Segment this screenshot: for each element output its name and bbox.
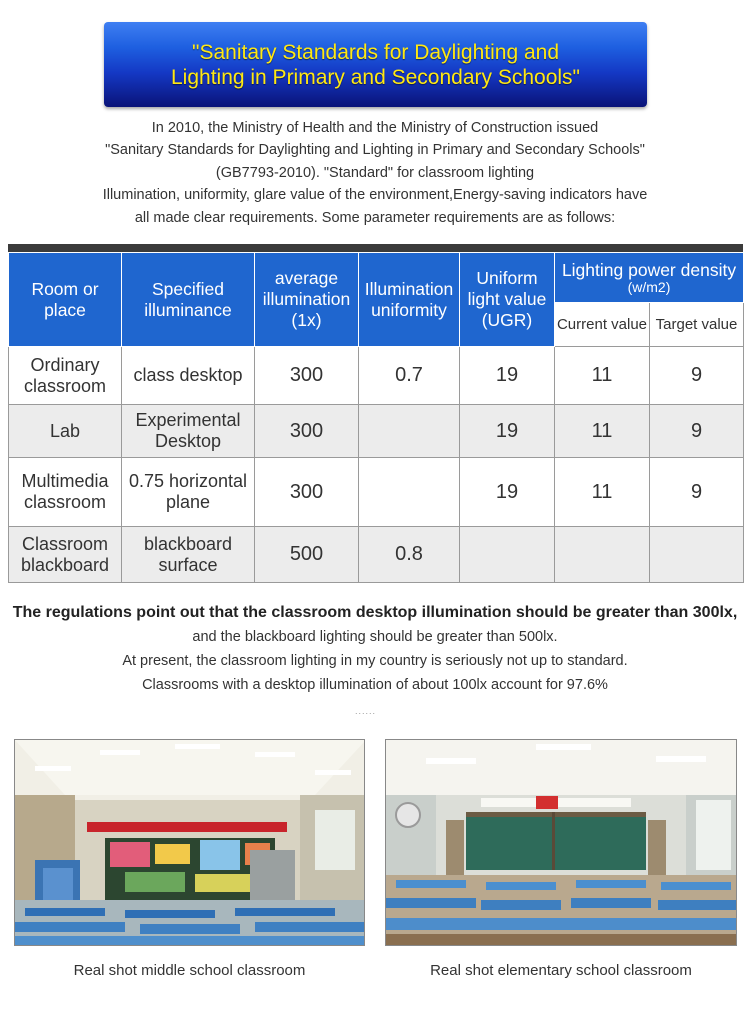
- cell-target: 9: [650, 347, 744, 405]
- intro-line: Illumination, uniformity, glare value of the environment,Energy-saving indicators have: [102, 187, 648, 204]
- cell-specified: class desktop: [122, 347, 255, 405]
- cell-target: 9: [650, 458, 744, 527]
- cell-room: Classroom blackboard: [9, 527, 122, 583]
- elementary-school-classroom-photo: [385, 739, 737, 946]
- cell-uniformity: 0.7: [359, 347, 460, 405]
- notes-lead: The regulations point out that the classroom desktop illumination should be greater than 300lx,: [12, 604, 738, 621]
- cell-room: Ordinary classroom: [9, 347, 122, 405]
- intro-line: (GB7793-2010). "Standard" for classroom lighting: [215, 164, 535, 181]
- cell-specified: Experimental Desktop: [122, 405, 255, 458]
- cell-uniformity: [359, 458, 460, 527]
- cell-specified: 0.75 horizontal plane: [122, 458, 255, 527]
- intro-line: "Sanitary Standards for Daylighting and Lighting in Primary and Secondary Schools": [105, 142, 645, 159]
- cell-uniformity: [359, 405, 460, 458]
- cell-specified: blackboard surface: [122, 527, 255, 583]
- header-lpd-label: Lighting power density: [561, 259, 737, 280]
- notes-line: and the blackboard lighting should be greater than 500lx.: [192, 629, 558, 645]
- header-ugr: Uniform light value (UGR): [460, 253, 555, 347]
- notes-line: Classrooms with a desktop illumination of about 100lx account for 97.6%: [142, 677, 608, 693]
- header-uniformity: Illumination uniformity: [359, 253, 460, 347]
- cell-target: 9: [650, 405, 744, 458]
- intro-line: all made clear requirements. Some parameter requirements are as follows:: [134, 209, 616, 226]
- cell-ugr: 19: [460, 405, 555, 458]
- intro-paragraph: [40, 117, 710, 229]
- cell-ugr: 19: [460, 347, 555, 405]
- standards-table: [8, 252, 744, 583]
- banner-title-line-1: "Sanitary Standards for Daylighting and: [192, 40, 559, 64]
- header-lpd-unit: (w/m2): [627, 278, 671, 295]
- cell-current: [555, 527, 650, 583]
- title-banner: [104, 22, 647, 107]
- cell-average: 300: [255, 405, 359, 458]
- banner-title-line-2: Lighting in Primary and Secondary Schools": [170, 65, 580, 89]
- cell-average: 500: [255, 527, 359, 583]
- cell-ugr: 19: [460, 458, 555, 527]
- cell-current: 11: [555, 347, 650, 405]
- table-row: [9, 527, 744, 583]
- cell-current: 11: [555, 405, 650, 458]
- table-top-bar: [8, 244, 743, 252]
- header-room: Room or place: [9, 253, 122, 347]
- header-lpd: [555, 253, 744, 303]
- middle-school-caption: Real shot middle school classroom: [73, 962, 306, 979]
- regulation-notes: [10, 601, 740, 697]
- notes-line: At present, the classroom lighting in my country is seriously not up to standard.: [122, 653, 628, 669]
- cell-average: 300: [255, 347, 359, 405]
- ellipsis-dots: ......: [355, 706, 377, 716]
- elementary-school-caption: Real shot elementary school classroom: [430, 962, 692, 979]
- header-specified: Specified illuminance: [122, 253, 255, 347]
- cell-ugr: [460, 527, 555, 583]
- cell-average: 300: [255, 458, 359, 527]
- table-row: [9, 347, 744, 405]
- cell-target: [650, 527, 744, 583]
- cell-uniformity: 0.8: [359, 527, 460, 583]
- cell-current: 11: [555, 458, 650, 527]
- intro-line: In 2010, the Ministry of Health and the Ministry of Construction issued: [151, 120, 599, 136]
- header-current: Current value: [555, 303, 650, 347]
- table-row: [9, 405, 744, 458]
- header-average: average illumination (1x): [255, 253, 359, 347]
- table-row: [9, 458, 744, 527]
- cell-room: Multimedia classroom: [9, 458, 122, 527]
- middle-school-classroom-photo: [14, 739, 365, 946]
- cell-room: Lab: [9, 405, 122, 458]
- header-target: Target value: [650, 303, 744, 347]
